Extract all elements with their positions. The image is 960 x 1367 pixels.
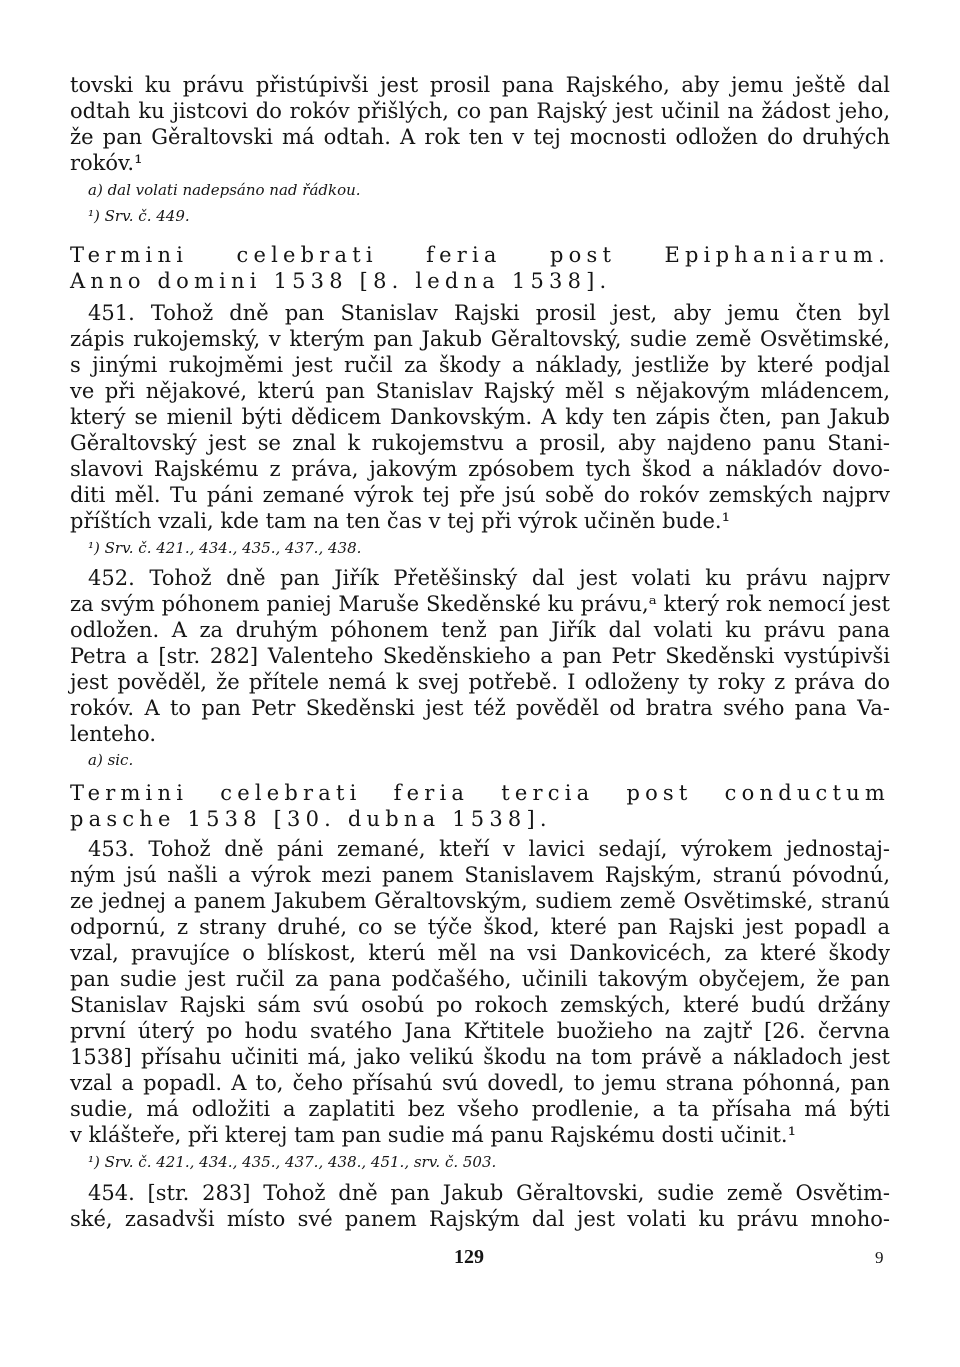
text-line: že pan Gěraltovski má odtah. A rok ten v tej mocnosti odložen do druhých (70, 125, 890, 149)
footnote: a) sic. (88, 751, 134, 769)
text-line: Gěraltovský jest se znal k rukojemstvu a prosil, aby najdeno panu Stani- (70, 431, 890, 455)
footnote: ¹) Srv. č. 421., 434., 435., 437., 438. (88, 539, 362, 557)
text-line: ské, zasadvši místo své panem Rajským dal jest volati ku právu mnoho- (70, 1207, 890, 1231)
text-line: 451. Tohož dně pan Stanislav Rajski prosil jest, aby jemu čten byl (88, 301, 890, 325)
section-heading: Termini celebrati feria tercia post conductum (70, 781, 890, 805)
text-line: ve při nějakové, kterú pan Stanislav Rajský měl s nějakovým mládencem, (70, 379, 890, 403)
text-line: odtah ku jistcovi do rokóv přišlých, co pan Rajský jest učinil na žádost jeho, (70, 99, 890, 123)
text-line: Petra a [str. 282] Valenteho Skeděnskieho a pan Petr Skeděnski vystúpivši (70, 644, 890, 668)
signature-mark: 9 (875, 1248, 884, 1267)
text-line: rokóv.¹ (70, 151, 143, 175)
text-line: s jinými rukojměmi jest ručil za škody a náklady, jestliže by které podjal (70, 353, 890, 377)
page-number: 129 (454, 1246, 484, 1268)
text-line: diti měl. Tu páni zemané výrok tej pře jsú sobě do rokóv zemských najprv (70, 483, 890, 507)
text-line: 453. Tohož dně páni zemané, kteří v lavici sedají, výrokem jednostaj- (88, 837, 890, 861)
text-line: vzal, pravujíce o blískost, kterú měl na vsi Dankovicéch, za které škody (70, 941, 890, 965)
text-line: příštích vzali, kde tam na ten čas v tej při výrok učiněn bude.¹ (70, 509, 731, 533)
text-line: vzal a popadl. A to, čeho přísahú svú dovedl, to jemu strana póhonná, pan (70, 1071, 890, 1095)
text-line: zápis rukojemský, v kterým pan Jakub Gěraltovský, sudie země Osvětimské, (70, 327, 890, 351)
footnote: ¹) Srv. č. 421., 434., 435., 437., 438., 451., srv. č. 503. (88, 1153, 497, 1171)
text-line: který se mienil býti dědicem Dankovským. A kdy ten zápis čten, pan Jakub (70, 405, 890, 429)
section-heading: Anno domini 1538 [8. ledna 1538]. (70, 269, 612, 293)
text-line: první úterý po hodu svatého Jana Křtitele buožieho na zajtř [26. června (70, 1019, 890, 1043)
footnote: ¹) Srv. č. 449. (88, 207, 190, 225)
text-line: 1538] přísahu učiniti má, jako velikú škodu na tom právě a nákladoch jest (70, 1045, 890, 1069)
text-line: 454. [str. 283] Tohož dně pan Jakub Gěraltovski, sudie země Osvětim- (88, 1181, 890, 1205)
text-line: pan sudie jest ručil za pana podčašého, učinili takovým obyčejem, že pan (70, 967, 890, 991)
text-line: rokóv. A to pan Petr Skeděnski jest též pověděl od bratra svého pana Va- (70, 696, 890, 720)
text-line: za svým póhonem paniej Maruše Skeděnské ku právu,ᵃ který rok nemocí jest (70, 592, 890, 616)
text-line: sudie, má odložiti a zaplatiti bez všeho prodlenie, a ta přísaha má býti (70, 1097, 890, 1121)
text-line: ným jsú našli a výrok mezi panem Stanislavem Rajským, stranú póvodnú, (70, 863, 890, 887)
text-line: jest pověděl, že přítele nemá k svej potřebě. I odloženy ty roky z práva do (70, 670, 890, 694)
section-heading: Termini celebrati feria post Epiphaniarum. (70, 243, 890, 267)
text-line: slavovi Rajskému z práva, jakovým zpósobem tych škod a nákladóv dovo- (70, 457, 890, 481)
text-line: v klášteře, při kterej tam pan sudie má panu Rajskému dosti učinit.¹ (70, 1123, 796, 1147)
text-line: odpornú, z strany druhé, co se týče škod, které pan Rajski jest popadl a (70, 915, 890, 939)
footnote: a) dal volati nadepsáno nad řádkou. (88, 181, 361, 199)
text-line: lenteho. (70, 722, 157, 746)
text-line: 452. Tohož dně pan Jiřík Přetěšinský dal jest volati ku právu najprv (88, 566, 890, 590)
text-line: odložen. A za druhým póhonem tenž pan Jiřík dal volati ku právu pana (70, 618, 890, 642)
text-line: tovski ku právu přistúpivši jest prosil pana Rajského, aby jemu ještě dal (70, 73, 890, 97)
section-heading: pasche 1538 [30. dubna 1538]. (70, 807, 552, 831)
text-line: ze jednej a panem Jakubem Gěraltovským, sudiem země Osvětimské, stranú (70, 889, 890, 913)
text-line: Stanislav Rajski sám svú osobú po rokoch zemských, které budú držány (70, 993, 890, 1017)
